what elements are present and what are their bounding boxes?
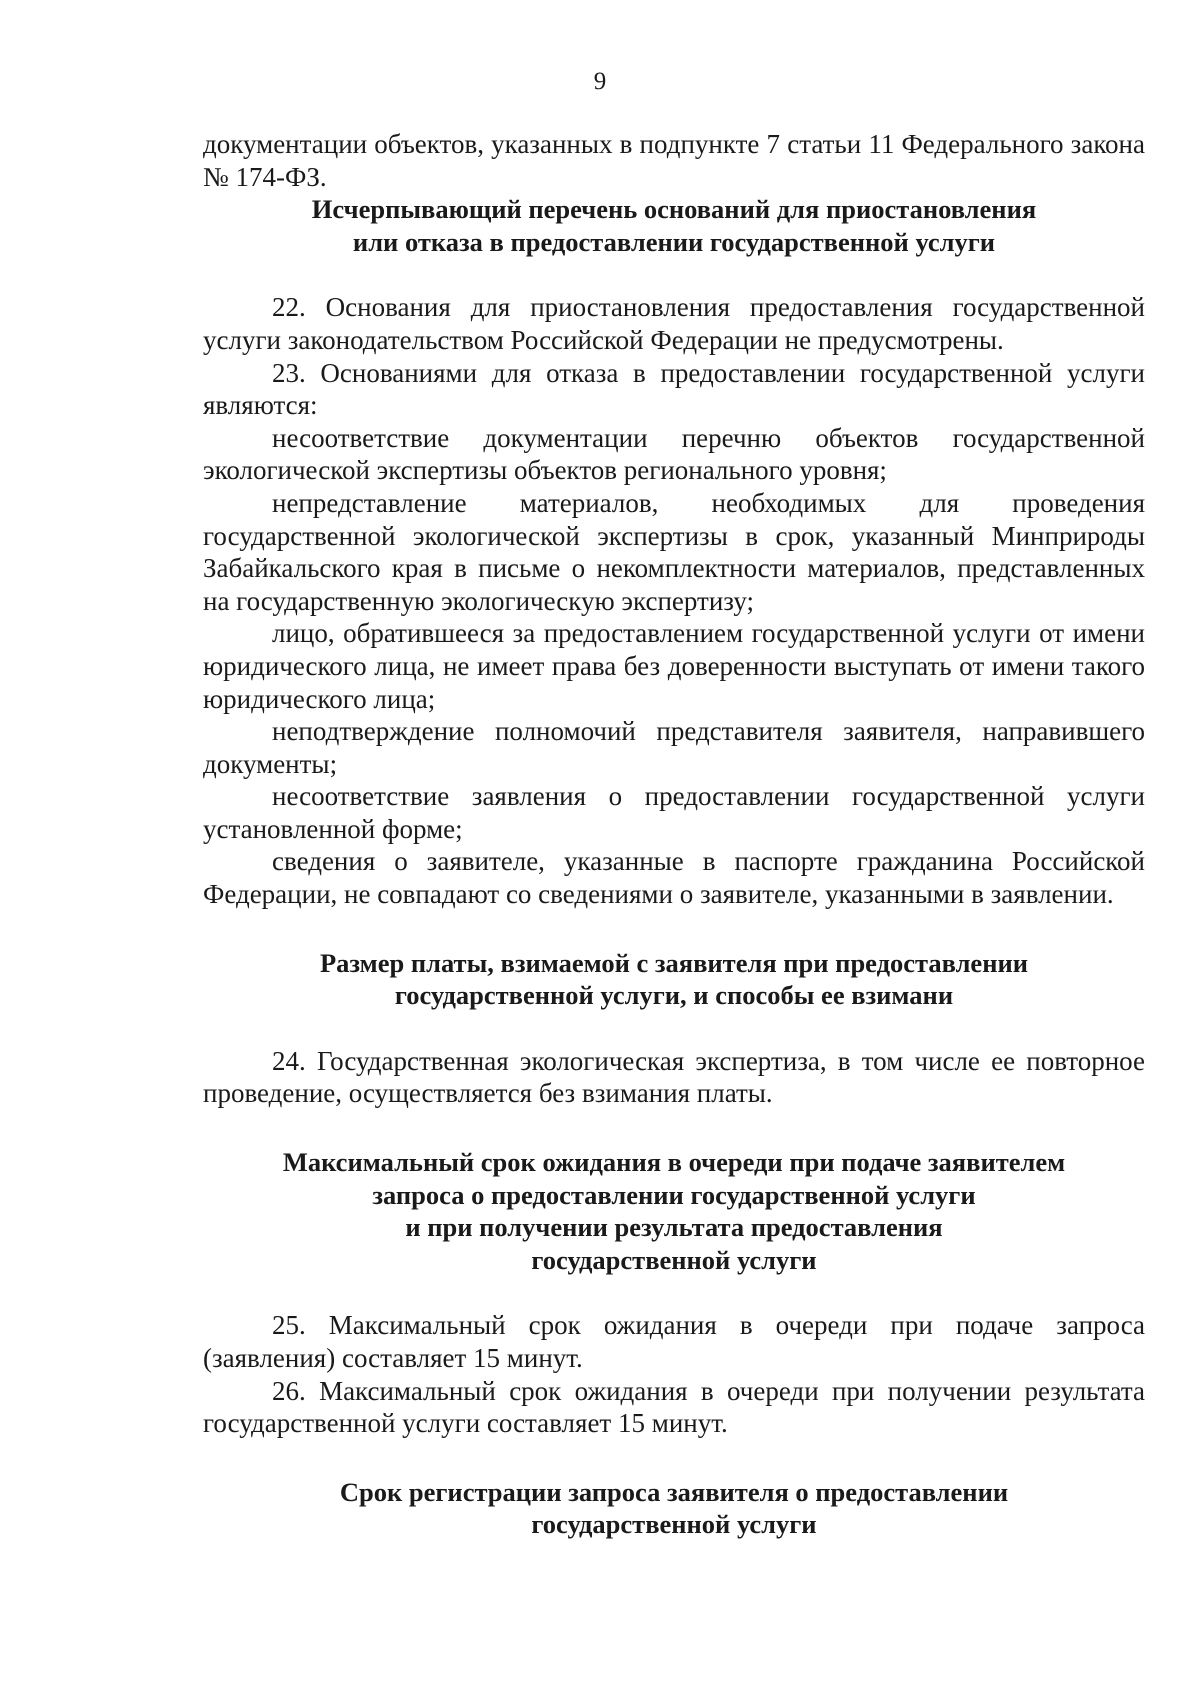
section-heading-line: или отказа в предоставлении государственной услуги	[352, 226, 996, 257]
intro-continuation: документации объектов, указанных в подпункте 7 статьи 11 Федерального закона № 174-ФЗ.	[203, 129, 1145, 192]
section-heading-line: Исчерпывающий перечень оснований для приостановления	[311, 194, 1037, 225]
section-heading-line: Срок регистрации запроса заявителя о предоставлении	[339, 1476, 1009, 1507]
section-registration-time	[203, 1476, 1145, 1541]
section-heading-line: Размер платы, взимаемой с заявителя при предоставлении	[319, 947, 1029, 978]
section-heading-line: запроса о предоставлении государственной услуги	[372, 1179, 976, 1210]
paragraph: лицо, обратившееся за предоставлением государственной услуги от имени юридического лица, не имеет права без доверенности выступать от имени такого юридического лица;	[203, 618, 1145, 714]
paragraph: сведения о заявителе, указанные в паспорте гражданина Российской Федерации, не совпадают со сведениями о заявителе, указанными в заявлении.	[203, 846, 1145, 910]
section-heading-line: государственной услуги	[531, 1509, 817, 1540]
page-number: 9	[593, 68, 607, 95]
page-content	[203, 128, 1145, 1541]
section-heading-line: государственной услуги, и способы ее взимани	[394, 980, 954, 1011]
paragraph: 23. Основаниями для отказа в предоставлении государственной услуги являются:	[203, 357, 1145, 421]
section-grounds-refusal	[203, 193, 1145, 910]
section-heading-line: и при получении результата предоставления	[405, 1212, 943, 1243]
section-heading-line: Максимальный срок ожидания в очереди при подаче заявителем	[282, 1147, 1066, 1178]
paragraph: несоответствие документации перечню объектов государственной экологической экспертизы объектов регионального уровня;	[203, 422, 1145, 486]
paragraph: 22. Основания для приостановления предоставления государственной услуги законодательством Российской Федерации не предусмотрены.	[203, 292, 1145, 355]
paragraph: непредставление материалов, необходимых для проведения государственной экологической экспертизы в срок, указанный Минприроды Забайкальского края в письме о некомплектности материалов, представленных на государственную экологическую экспертизу;	[203, 487, 1145, 616]
paragraph: 26. Максимальный срок ожидания в очереди при получении результата государственной услуги составляет 15 минут.	[203, 1375, 1145, 1439]
paragraph: несоответствие заявления о предоставлении государственной услуги установленной форме;	[203, 781, 1145, 844]
paragraph: 24. Государственная экологическая экспертиза, в том числе ее повторное проведение, осуществляется без взимания платы.	[203, 1045, 1145, 1109]
paragraph: 25. Максимальный срок ожидания в очереди при подаче запроса (заявления) составляет 15 минут.	[203, 1310, 1145, 1373]
section-heading-line: государственной услуги	[531, 1244, 817, 1275]
section-fee	[203, 947, 1145, 1110]
section-queue-time	[203, 1146, 1145, 1440]
paragraph: неподтверждение полномочий представителя заявителя, направившего документы;	[203, 716, 1145, 779]
